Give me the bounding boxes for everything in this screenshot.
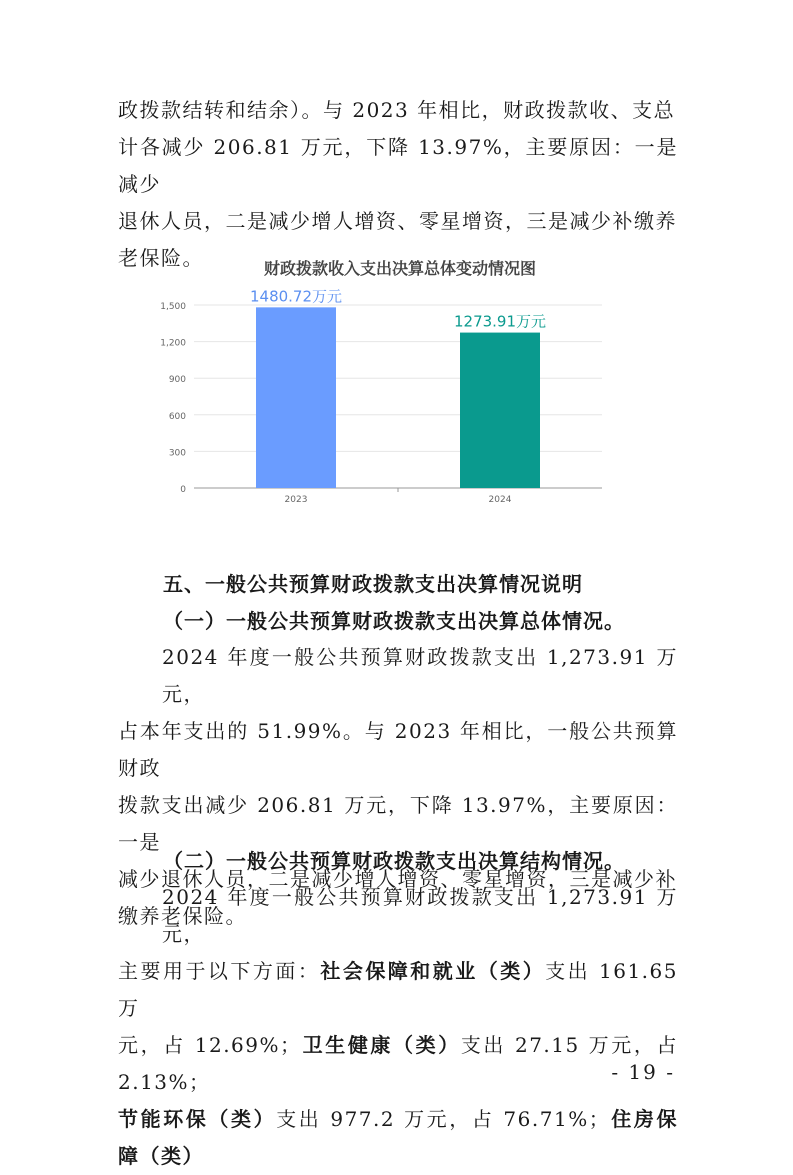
bar-2024	[460, 333, 540, 488]
intro-line: 政拨款结转和结余）。与 2023 年相比，财政拨款收、支总	[118, 98, 676, 122]
y-tick-label: 600	[168, 411, 186, 422]
chart-grid	[194, 305, 602, 488]
category-environment: 节能环保（类）	[118, 1107, 277, 1131]
paragraph-line: 减少退休人员，二是减少增人增资、零星增资，三是减少补	[118, 867, 677, 891]
paragraph-line: 2024 年度一般公共预算财政拨款支出 1,273.91 万元，	[162, 885, 678, 946]
y-tick-label: 1,500	[160, 302, 186, 312]
data-label-2023: 1480.72万元	[249, 287, 343, 306]
subsection-heading: （二）一般公共预算财政拨款支出决算结构情况。	[163, 849, 625, 873]
intro-line: 退休人员，二是减少增人增资、零星增资，三是减少补缴养	[118, 209, 677, 233]
category-social-security: 社会保障和就业（类）	[320, 959, 546, 983]
paragraph-line: 缴养老保险。	[118, 904, 247, 928]
chart-bars	[256, 307, 540, 488]
paragraph-line	[118, 1101, 678, 1175]
y-tick-label: 1,200	[160, 338, 186, 349]
y-tick-label: 900	[168, 375, 186, 386]
bar-chart	[150, 250, 620, 520]
y-tick-label: 0	[180, 485, 186, 495]
text-run: 支出 977.2 万元，占 76.71%；	[276, 1107, 611, 1131]
subsection-heading: （一）一般公共预算财政拨款支出决算总体情况。	[163, 609, 625, 633]
sub2-paragraph	[118, 879, 678, 1175]
paragraph-line	[118, 1027, 678, 1101]
paragraph-line: 占本年支出的 51.99%。与 2023 年相比，一般公共预算财政	[118, 719, 678, 780]
text-run: 支出 27.15 万元，占 2.13%；	[118, 1033, 678, 1094]
bar-2023	[256, 307, 336, 488]
paragraph-line: 2024 年度一般公共预算财政拨款支出 1,273.91 万元，	[162, 645, 678, 706]
y-tick-label: 300	[168, 448, 186, 459]
text-run: 主要用于以下方面：	[118, 959, 321, 983]
intro-line: 计各减少 206.81 万元，下降 13.97%，主要原因：一是减少	[118, 135, 678, 196]
text-run: 支出 161.65 万	[118, 959, 678, 1020]
y-axis	[160, 302, 186, 495]
paragraph-line	[118, 953, 678, 1027]
text-run: 元，占 12.69%；	[118, 1033, 302, 1057]
x-tick-label: 2023	[284, 495, 308, 505]
paragraph-line: 拨款支出减少 206.81 万元，下降 13.97%，主要原因：一是	[118, 793, 678, 854]
chart-title: 财政拨款收入支出决算总体变动情况图	[263, 259, 537, 278]
category-health: 卫生健康（类）	[301, 1033, 461, 1057]
category-housing: 住房保障（类）	[118, 1107, 679, 1168]
page-number: - 19 -	[611, 1060, 675, 1084]
x-tick-label: 2024	[488, 495, 512, 505]
section-heading: 五、一般公共预算财政拨款支出决算情况说明	[163, 572, 583, 596]
intro-line: 老保险。	[118, 246, 204, 270]
x-axis	[285, 488, 512, 505]
data-label-2024: 1273.91万元	[453, 312, 547, 331]
